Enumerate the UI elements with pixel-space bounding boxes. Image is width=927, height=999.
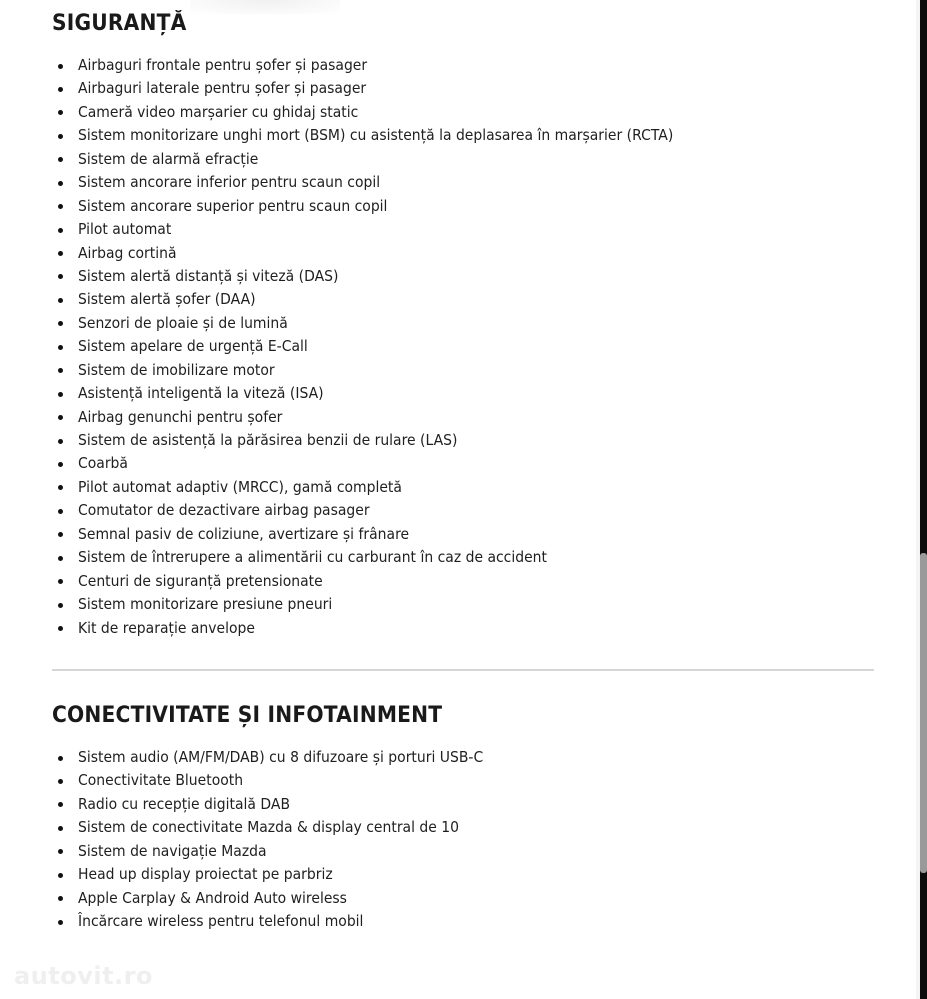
list-item: [52, 476, 739, 499]
list-item-text: Sistem de asistență la părăsirea benzii de rulare (LAS): [78, 431, 458, 449]
bullet-icon: [58, 274, 63, 279]
list-item-text: Sistem de imobilizare motor: [78, 360, 275, 379]
list-item: [52, 746, 528, 769]
bullet-icon: [58, 368, 63, 373]
bullet-icon: [58, 826, 63, 831]
list-item-text: Sistem monitorizare presiune pneuri: [78, 595, 333, 614]
bullet-icon: [58, 415, 63, 420]
list-item: [52, 359, 739, 382]
list-item-text: Coarbă: [78, 454, 128, 473]
list-item: [52, 769, 528, 792]
list-item: [52, 816, 528, 839]
list-item: [52, 617, 739, 640]
list-item-text: Încărcare wireless pentru telefonul mobil: [78, 912, 364, 931]
list-item: [52, 218, 739, 241]
bullet-icon: [58, 556, 63, 561]
bullet-icon: [58, 756, 63, 761]
scrollbar-thumb[interactable]: [920, 553, 927, 873]
list-item-text: Comutator de dezactivare airbag pasager: [78, 501, 370, 520]
bullet-icon: [58, 439, 63, 444]
list-item-text: Sistem monitorizare unghi mort (BSM) cu asistență la deplasarea în marșarier (RCTA): [78, 126, 674, 145]
bullet-icon: [58, 532, 63, 537]
bullet-icon: [58, 626, 63, 631]
section-title-connectivity: CONECTIVITATE ȘI INFOTAINMENT: [52, 703, 443, 728]
bullet-icon: [58, 64, 63, 69]
list-item: [52, 382, 739, 405]
list-item: [52, 546, 739, 569]
bullet-icon: [58, 802, 63, 807]
list-item-text: Asistență inteligentă la viteză (ISA): [78, 384, 324, 403]
list-item: [52, 335, 739, 358]
list-item-text: Sistem ancorare inferior pentru scaun copil: [78, 173, 381, 192]
list-item: [52, 887, 528, 910]
list-item-text: Centuri de siguranță pretensionate: [78, 571, 323, 590]
bullet-icon: [58, 345, 63, 350]
list-item: [52, 499, 739, 522]
list-item-text: Sistem audio (AM/FM/DAB) cu 8 difuzoare și porturi USB-C: [78, 748, 484, 766]
bullet-icon: [58, 204, 63, 209]
list-item-text: Sistem apelare de urgență E-Call: [78, 337, 308, 356]
list-item-text: Pilot automat adaptiv (MRCC), gamă completă: [78, 477, 402, 496]
list-item: [52, 54, 739, 77]
list-item: [52, 910, 528, 933]
list-item-text: Kit de reparație anvelope: [78, 618, 255, 637]
list-item: [52, 101, 739, 124]
list-item-text: Airbag genunchi pentru șofer: [78, 407, 283, 426]
list-item: [52, 265, 739, 288]
list-item: [52, 124, 739, 147]
bullet-icon: [58, 849, 63, 854]
bullet-icon: [58, 157, 63, 162]
list-item-text: Conectivitate Bluetooth: [78, 771, 244, 790]
list-item: [52, 452, 739, 475]
bullet-icon: [58, 181, 63, 186]
watermark-logo: autovit.ro: [14, 962, 154, 990]
bullet-icon: [58, 920, 63, 925]
list-item: [52, 429, 739, 452]
bullet-icon: [58, 110, 63, 115]
list-item: [52, 406, 739, 429]
list-item: [52, 312, 739, 335]
list-item-text: Sistem ancorare superior pentru scaun copil: [78, 196, 388, 215]
list-item: [52, 148, 739, 171]
list-item-text: Sistem alertă distanță și viteză (DAS): [78, 266, 339, 285]
list-item-text: Sistem de alarmă efracție: [78, 149, 259, 168]
list-item: [52, 593, 739, 616]
list-item-text: Cameră video marșarier cu ghidaj static: [78, 102, 359, 121]
list-item-text: Airbag cortină: [78, 243, 177, 262]
list-item: [52, 77, 739, 100]
list-item-text: Radio cu recepție digitală DAB: [78, 794, 291, 813]
list-item: [52, 840, 528, 863]
list-item-text: Sistem de conectivitate Mazda & display central de 10: [78, 818, 460, 837]
list-item-text: Head up display proiectat pe parbriz: [78, 865, 333, 884]
bullet-icon: [58, 462, 63, 467]
header-shadow: [190, 0, 340, 14]
bullet-icon: [58, 87, 63, 92]
list-item-text: Pilot automat: [78, 220, 172, 239]
bullet-icon: [58, 509, 63, 514]
list-item: [52, 863, 528, 886]
list-item-text: Sistem alertă șofer (DAA): [78, 290, 256, 309]
connectivity-feature-list: [52, 746, 528, 934]
section-title-safety: SIGURANȚĂ: [52, 11, 187, 36]
bullet-icon: [58, 896, 63, 901]
list-item-text: Sistem de întrerupere a alimentării cu carburant în caz de accident: [78, 548, 547, 567]
list-item: [52, 195, 739, 218]
bullet-icon: [58, 321, 63, 326]
bullet-icon: [58, 873, 63, 878]
bullet-icon: [58, 392, 63, 397]
list-item: [52, 242, 739, 265]
list-item: [52, 288, 739, 311]
list-item: [52, 793, 528, 816]
bullet-icon: [58, 228, 63, 233]
list-item-text: Semnal pasiv de coliziune, avertizare și frânare: [78, 524, 410, 543]
list-item: [52, 171, 739, 194]
bullet-icon: [58, 485, 63, 490]
bullet-icon: [58, 298, 63, 303]
bullet-icon: [58, 579, 63, 584]
section-divider: [52, 669, 874, 671]
bullet-icon: [58, 779, 63, 784]
bullet-icon: [58, 134, 63, 139]
list-item-text: Airbaguri frontale pentru șofer și pasager: [78, 56, 368, 74]
list-item: [52, 523, 739, 546]
list-item-text: Senzori de ploaie și de lumină: [78, 313, 288, 332]
list-item-text: Sistem de navigație Mazda: [78, 841, 267, 860]
safety-feature-list: [52, 54, 739, 640]
bullet-icon: [58, 251, 63, 256]
list-item-text: Airbaguri laterale pentru șofer și pasager: [78, 79, 367, 98]
bullet-icon: [58, 603, 63, 608]
list-item-text: Apple Carplay & Android Auto wireless: [78, 888, 347, 907]
list-item: [52, 570, 739, 593]
